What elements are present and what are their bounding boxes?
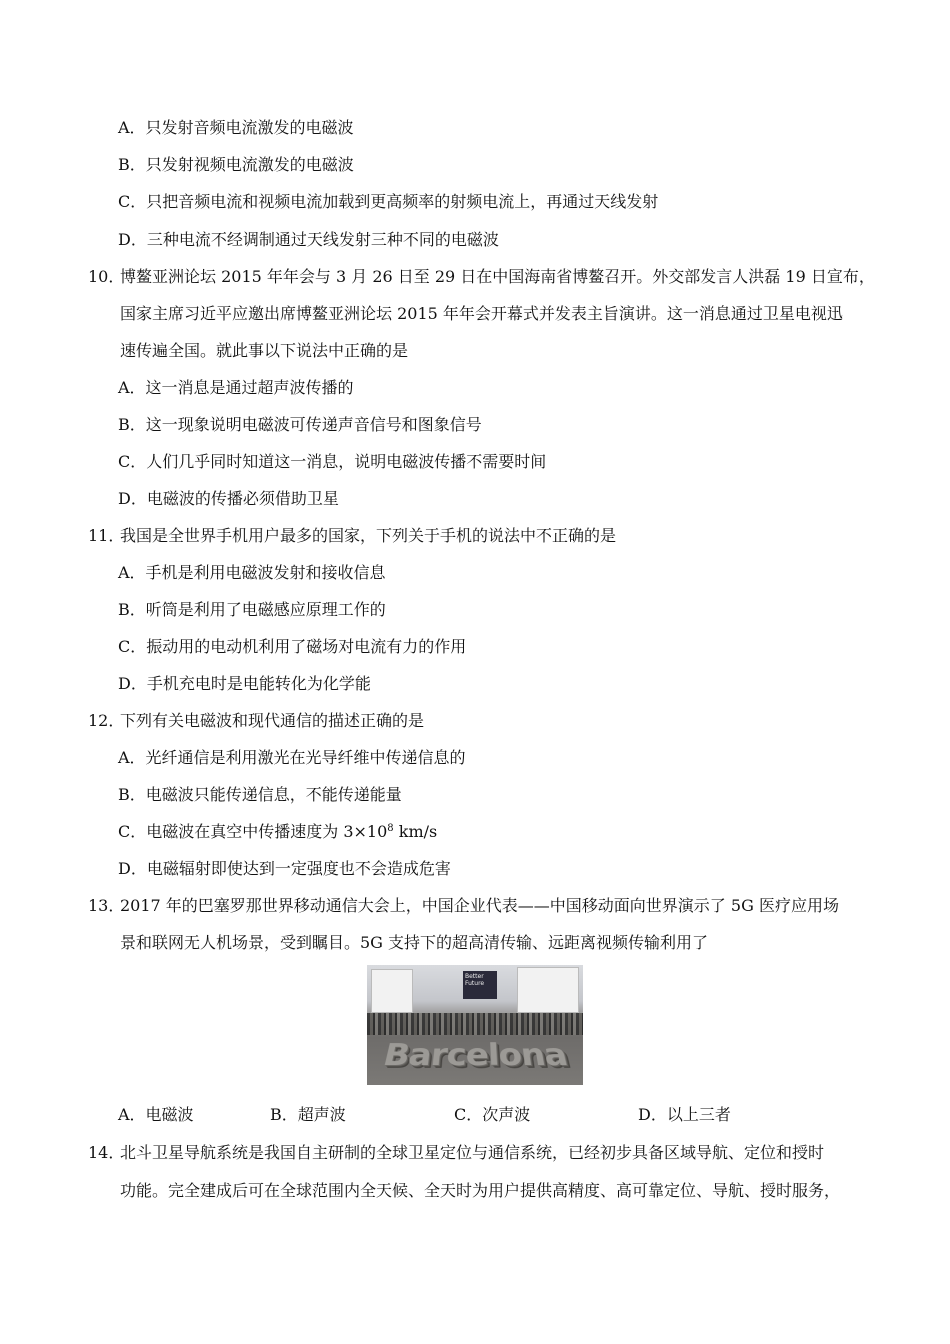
q10-stem-line-3: 速传遍全国。就此事以下说法中正确的是 [120, 341, 409, 360]
event-banner: Better Future [463, 971, 497, 999]
q11-stem: 我国是全世界手机用户最多的国家，下列关于手机的说法中不正确的是 [120, 526, 617, 545]
q11-number: 11． [88, 526, 125, 545]
q9-option-d: D．三种电流不经调制通过天线发射三种不同的电磁波 [118, 230, 499, 249]
q12-option-a: A．光纤通信是利用激光在光导纤维中传递信息的 [118, 748, 466, 767]
q12-option-c-prefix: C．电磁波在真空中传播速度为 3×10 [118, 822, 388, 841]
q11-option-d: D．手机充电时是电能转化为化学能 [118, 674, 371, 693]
barcelona-photo [367, 965, 583, 1085]
q12-option-c-unit: km/s [393, 822, 438, 841]
q10-option-c: C．人们几乎同时知道这一消息，说明电磁波传播不需要时间 [118, 452, 547, 471]
q11-option-c: C．振动用的电动机利用了磁场对电流有力的作用 [118, 637, 467, 656]
barcelona-sign: Barcelona [379, 1038, 571, 1074]
q13-option-c: C．次声波 [454, 1105, 531, 1124]
q9-option-c: C．只把音频电流和视频电流加载到更高频率的射频电流上，再通过天线发射 [118, 192, 659, 211]
q13-option-b: B．超声波 [270, 1105, 346, 1124]
q12-option-c-exponent: 8 [387, 823, 394, 834]
q12-number: 12． [88, 711, 125, 730]
q13-stem-line-2: 景和联网无人机场景，受到瞩目。5G 支持下的超高清传输、远距离视频传输利用了 [120, 933, 709, 952]
q13-number: 13． [88, 896, 125, 915]
q10-option-a: A．这一消息是通过超声波传播的 [118, 378, 354, 397]
building-right [517, 967, 579, 1013]
q12-option-c [118, 822, 437, 842]
q10-stem-line-2: 国家主席习近平应邀出席博鳌亚洲论坛 2015 年年会开幕式并发表主旨演讲。这一消息通过卫星电视迅 [120, 304, 843, 323]
q14-stem-line-1: 北斗卫星导航系统是我国自主研制的全球卫星定位与通信系统，已经初步具备区域导航、定位和授时 [120, 1143, 825, 1162]
building-left [371, 969, 413, 1013]
q10-option-d: D．电磁波的传播必须借助卫星 [118, 489, 339, 508]
q12-stem: 下列有关电磁波和现代通信的描述正确的是 [120, 711, 425, 730]
crowd [367, 1013, 583, 1035]
q11-option-a: A．手机是利用电磁波发射和接收信息 [118, 563, 386, 582]
q14-stem-line-2: 功能。完全建成后可在全球范围内全天候、全天时为用户提供高精度、高可靠定位、导航、授时服务， [120, 1181, 841, 1200]
q13-option-d: D．以上三者 [638, 1105, 731, 1124]
q13-option-a: A．电磁波 [118, 1105, 194, 1124]
q10-stem-line-1: 博鳌亚洲论坛 2015 年年会与 3 月 26 日至 29 日在中国海南省博鳌召开。外交部发言人洪磊 19 日宣布， [120, 267, 875, 286]
q12-option-d: D．电磁辐射即使达到一定强度也不会造成危害 [118, 859, 451, 878]
q9-option-b: B．只发射视频电流激发的电磁波 [118, 155, 354, 174]
q12-option-b: B．电磁波只能传递信息，不能传递能量 [118, 785, 402, 804]
q13-stem-line-1: 2017 年的巴塞罗那世界移动通信大会上，中国企业代表——中国移动面向世界演示了 5G 医疗应用场 [120, 896, 839, 915]
q10-number: 10． [88, 267, 125, 286]
q11-option-b: B．听筒是利用了电磁感应原理工作的 [118, 600, 386, 619]
q10-option-b: B．这一现象说明电磁波可传递声音信号和图象信号 [118, 415, 482, 434]
q9-option-a: A．只发射音频电流激发的电磁波 [118, 118, 354, 137]
q14-number: 14． [88, 1143, 125, 1162]
